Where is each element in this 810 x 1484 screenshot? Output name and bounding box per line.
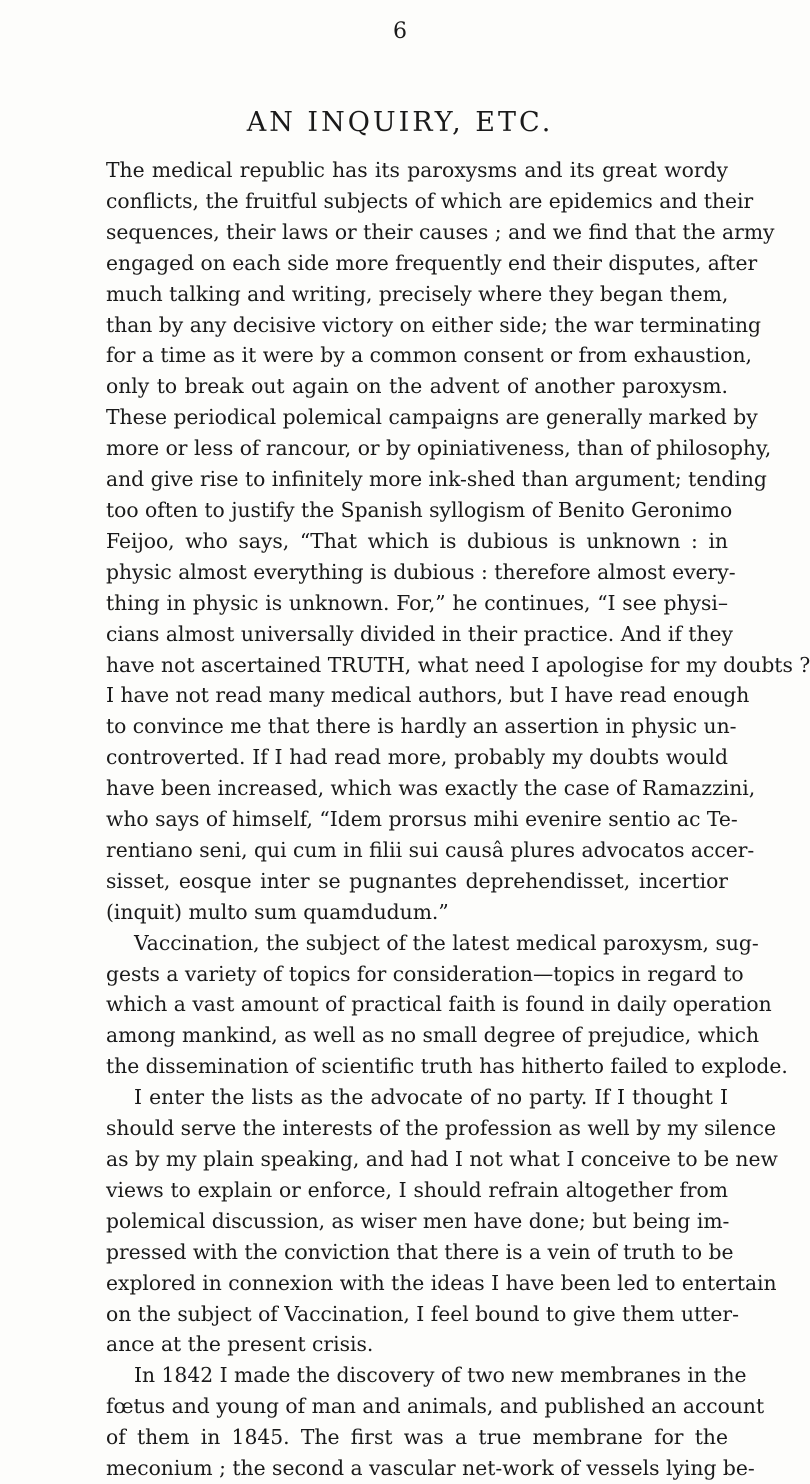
body-text — [106, 155, 810, 1484]
text-line: who says of himself, “Idem prorsus mihi evenire sentio ac Te- — [106, 807, 738, 832]
text-line: Feijoo, who says, “That which is dubious is unknown : in — [106, 528, 728, 553]
text-line: gests a variety of topics for consideration—topics in regard to — [106, 961, 744, 986]
text-line: have been increased, which was exactly the case of Ramazzini, — [106, 776, 756, 801]
text-line: views to explain or enforce, I should refrain altogether from — [106, 1177, 728, 1202]
text-line: than by any decisive victory on either side; the war terminating — [106, 312, 762, 337]
text-line: ance at the present crisis. — [106, 1332, 374, 1357]
text-line: thing in physic is unknown. For,” he continues, “I see physi– — [106, 590, 728, 615]
text-line: rentiano seni, qui cum in filii sui causâ plures advocatos accer- — [106, 837, 755, 862]
text-line: pressed with the conviction that there is a vein of truth to be — [106, 1239, 734, 1264]
text-line: In 1842 I made the discovery of two new membranes in the — [134, 1363, 747, 1388]
text-line: Vaccination, the subject of the latest medical paroxysm, sug- — [134, 930, 759, 955]
text-line: sisset, eosque inter se pugnantes deprehendisset, incertior — [106, 868, 728, 893]
text-line: (inquit) multo sum quamdudum.” — [106, 899, 449, 924]
text-line: These periodical polemical campaigns are generally marked by — [106, 405, 758, 430]
text-line: I have not read many medical authors, but I have read enough — [106, 683, 750, 708]
text-line: for a time as it were by a common consent or from exhaustion, — [106, 343, 752, 368]
text-line: the dissemination of scientific truth has hitherto failed to explode. — [106, 1054, 788, 1079]
text-line: fœtus and young of man and animals, and published an account — [106, 1394, 765, 1419]
text-line: on the subject of Vaccination, I feel bound to give them utter- — [106, 1301, 739, 1326]
text-line: as by my plain speaking, and had I not what I conceive to be new — [106, 1147, 778, 1171]
text-line: engaged on each side more frequently end their disputes, after — [106, 250, 758, 275]
text-line: have not ascertained TRUTH, what need I apologise for my doubts ? — [106, 652, 810, 677]
text-line: conflicts, the fruitful subjects of which are epidemics and their — [106, 188, 754, 213]
text-line: sequences, their laws or their causes ; and we find that the army — [106, 219, 775, 244]
text-line: should serve the interests of the profession as well by my silence — [106, 1116, 776, 1141]
page-number: 6 — [393, 19, 407, 44]
text-line: among mankind, as well as no small degree of prejudice, which — [106, 1023, 760, 1048]
text-line: too often to justify the Spanish syllogism of Benito Geronimo — [106, 497, 733, 522]
text-line: of them in 1845. The first was a true membrane for the — [106, 1425, 728, 1450]
text-line: explored in connexion with the ideas I have been led to entertain — [106, 1270, 777, 1295]
text-line: controverted. If I had read more, probably my doubts would — [106, 745, 728, 770]
text-line: physic almost everything is dubious : therefore almost every- — [106, 559, 736, 584]
text-line: polemical discussion, as wiser men have done; but being im- — [106, 1208, 730, 1233]
text-line: only to break out again on the advent of another paroxysm. — [106, 374, 728, 399]
text-line: and give rise to infinitely more ink-shed than argument; tending — [106, 467, 767, 492]
text-line: The medical republic has its paroxysms and its great wordy — [106, 158, 728, 182]
text-line: cians almost universally divided in their practice. And if they — [106, 621, 733, 646]
chapter-title: AN INQUIRY, ETC. — [246, 107, 554, 138]
text-line: more or less of rancour, or by opiniativeness, than of philosophy, — [106, 436, 772, 461]
text-line: I enter the lists as the advocate of no party. If I thought I — [134, 1085, 728, 1110]
text-line: to convince me that there is hardly an assertion in physic un- — [106, 714, 737, 739]
text-line: which a vast amount of practical faith is found in daily operation — [106, 992, 772, 1017]
text-line: much talking and writing, precisely where they began them, — [106, 281, 729, 306]
text-line: meconium ; the second a vascular net-work of vessels lying be- — [106, 1456, 755, 1481]
